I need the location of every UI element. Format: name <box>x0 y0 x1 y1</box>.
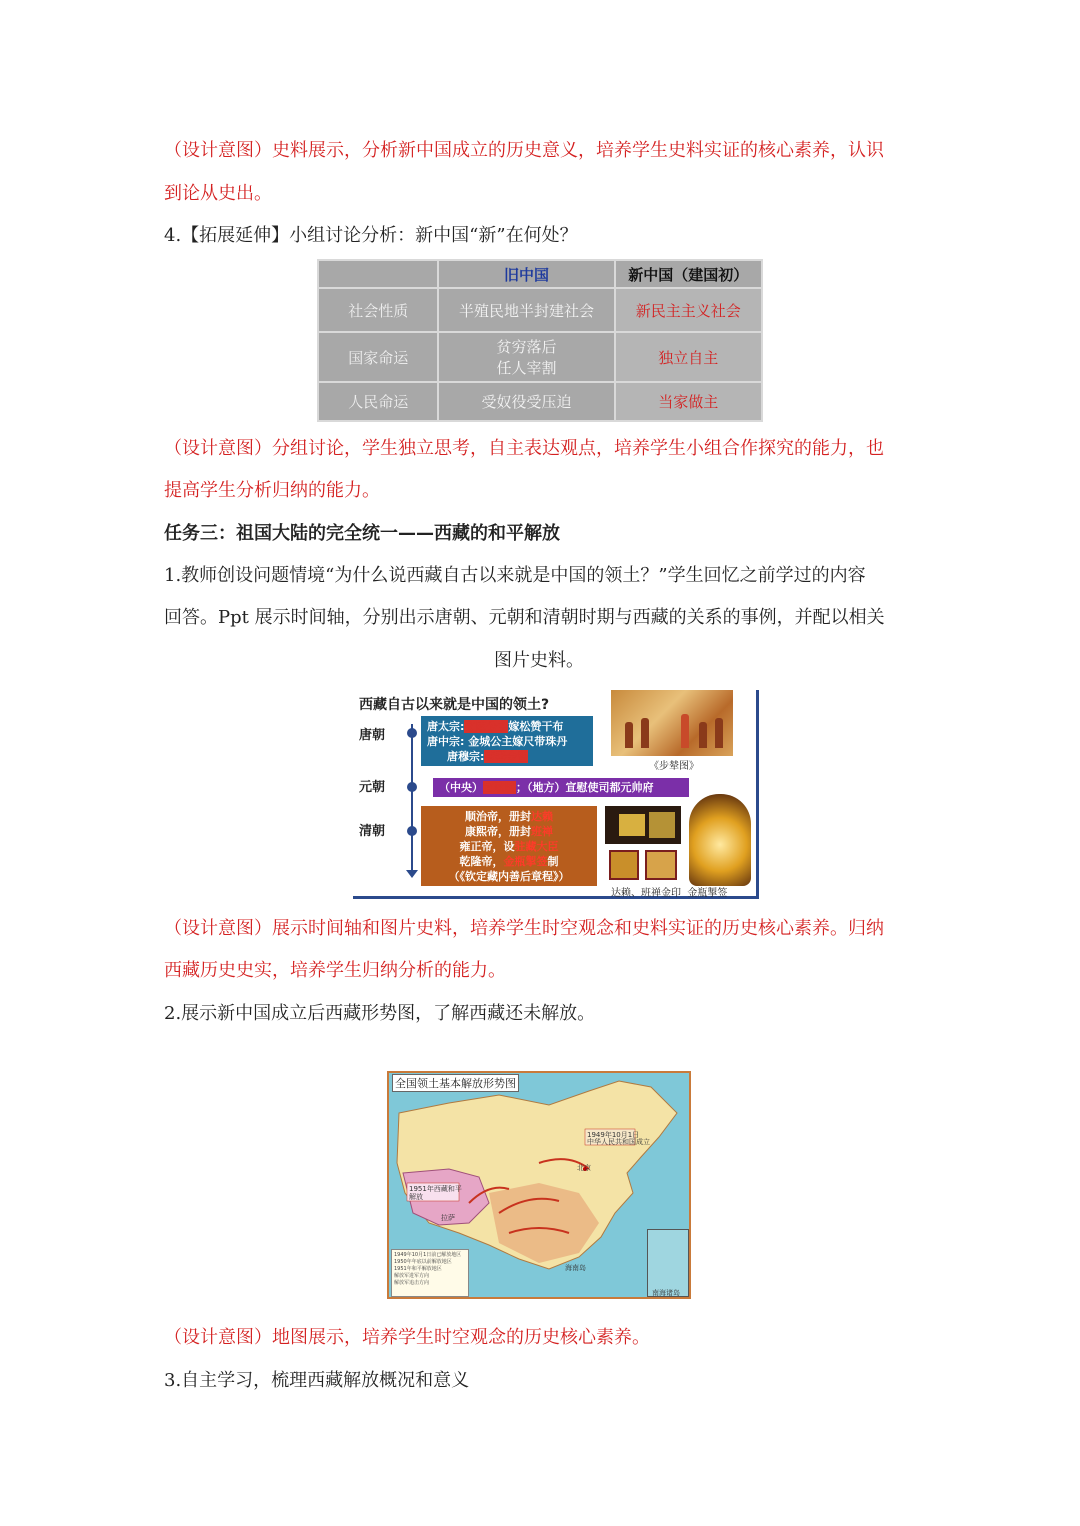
design-intent-1-line1: （设计意图）史料展示，分析新中国成立的历史意义，培养学生史料实证的核心素养，认识 <box>164 140 884 161</box>
seal-image <box>645 850 677 880</box>
map-legend <box>391 1249 469 1297</box>
legend-item: 解放军进军方向 <box>394 1273 430 1279</box>
legend-item: 1950年年底以前解放地区 <box>394 1259 452 1265</box>
dynasty-tang: 唐朝 <box>359 728 386 743</box>
step2-text: 2.展示新中国成立后西藏形势图，了解西藏还未解放。 <box>164 1003 596 1024</box>
gold-seal-image <box>605 806 681 844</box>
yuan-prefix: （中央） <box>439 781 483 794</box>
inset-label: 南海诸岛 <box>652 1289 680 1297</box>
table-row <box>318 332 762 382</box>
design-intent-4: （设计意图）地图展示，培养学生时空观念的历史核心素养。 <box>164 1327 650 1348</box>
tang-events-box <box>421 716 593 766</box>
qing-line2-prefix: 康熙帝，册封 <box>465 825 531 838</box>
old-china-cell: 受奴役受压迫 <box>438 382 614 421</box>
beijing-label: 北京 <box>577 1164 591 1172</box>
golden-urn-image <box>689 794 751 886</box>
south-china-sea-inset <box>647 1229 689 1297</box>
table-row <box>318 288 762 332</box>
seals-urn-caption <box>611 884 727 899</box>
table-header-blank <box>318 260 438 288</box>
liberation-map-image <box>387 1071 691 1299</box>
design-intent-1-line2: 到论从史出。 <box>164 183 272 204</box>
tang-line1-suffix: 嫁松赞干布 <box>508 720 564 733</box>
step1-line2: 回答。Ppt 展示时间轴，分别出示唐朝、元朝和清朝时期与西藏的关系的事例，并配以相关 <box>164 607 885 628</box>
tang-line1-prefix: 唐太宗: <box>427 720 465 733</box>
old-china-cell <box>438 332 614 382</box>
table-header-old-china: 旧中国 <box>438 260 614 288</box>
qing-line5: （《钦定藏内善后章程》） <box>448 870 570 883</box>
design-intent-2-line1: （设计意图）分组讨论，学生独立思考，自主表达观点，培养学生小组合作探究的能力，也 <box>164 438 884 459</box>
timeline-axis <box>411 724 413 874</box>
timeline-slide-image <box>353 690 759 899</box>
design-intent-3-line1: （设计意图）展示时间轴和图片史料，培养学生时空观念和史料实证的历史核心素养。归纳 <box>164 918 884 939</box>
timeline-dot <box>407 782 417 792</box>
painting-caption: 《步辇图》 <box>649 761 699 772</box>
timeline-arrow-icon <box>406 870 418 878</box>
timeline-dot <box>407 728 417 738</box>
design-intent-3-line2: 西藏历史史实，培养学生归纳分析的能力。 <box>164 960 506 981</box>
seal-image <box>609 850 639 880</box>
extension-question: 4.【拓展延伸】小组讨论分析：新中国“新”在何处？ <box>164 225 578 246</box>
legend-item: 解放军追击方向 <box>394 1280 430 1286</box>
tang-line3-prefix: 唐穆宗: <box>447 750 485 763</box>
urn-caption: 金瓶掣签 <box>687 888 728 899</box>
bunian-painting-image <box>611 690 733 756</box>
lhasa-label: 拉萨 <box>441 1214 455 1222</box>
old-china-cell-line1: 贫穷落后 <box>496 338 557 356</box>
row-label: 人民命运 <box>318 382 438 421</box>
row-label: 社会性质 <box>318 288 438 332</box>
yuan-events-box <box>433 778 689 797</box>
seals-caption: 达赖、班禅金印 <box>611 888 681 899</box>
timeline-dot <box>407 826 417 836</box>
hainan-label: 海南岛 <box>565 1264 586 1272</box>
new-china-cell: 当家做主 <box>615 382 762 421</box>
old-china-cell: 半殖民地半封建社会 <box>438 288 614 332</box>
new-china-cell: 独立自主 <box>615 332 762 382</box>
slide-title: 西藏自古以来就是中国的领土? <box>359 697 550 713</box>
qing-line1-prefix: 顺治帝，册封 <box>465 810 531 823</box>
qing-events-box <box>421 806 597 886</box>
qing-line4-suffix: 制 <box>547 855 559 868</box>
legend-item: 1949年10月1日前已解放地区 <box>394 1252 462 1258</box>
new-china-cell: 新民主主义社会 <box>615 288 762 332</box>
founding-note-line2: 中华人民共和国成立 <box>587 1138 650 1146</box>
step3-text: 3.自主学习，梳理西藏解放概况和意义 <box>164 1370 470 1391</box>
table-header-new-china: 新中国（建国初） <box>615 260 762 288</box>
tang-line1-hidden: 文成公主 <box>464 720 509 733</box>
step1-line1: 1.教师创设问题情境“为什么说西藏自古以来就是中国的领土？”学生回忆之前学过的内容 <box>164 565 866 586</box>
design-intent-2-line2: 提高学生分析归纳的能力。 <box>164 480 380 501</box>
tang-line2: 唐中宗: 金城公主嫁尺带珠丹 <box>427 735 568 748</box>
qing-line4-red: 金瓶掣签 <box>503 855 548 868</box>
founding-note-line1: 1949年10月1日 <box>587 1131 640 1139</box>
task-three-heading: 任务三：祖国大陆的完全统一——西藏的和平解放 <box>164 523 560 544</box>
qing-line1-red: 达赖 <box>531 810 553 823</box>
qing-line3-prefix: 雍正帝，设 <box>459 840 515 853</box>
step1-line3: 图片史料。 <box>494 650 584 671</box>
qing-line2-red: 班禅 <box>531 825 553 838</box>
table-row <box>318 382 762 421</box>
dynasty-qing: 清朝 <box>359 824 386 839</box>
tibet-note-line1: 1951年西藏和平 <box>409 1185 462 1193</box>
yuan-suffix: ；（地方）宣慰使司都元帅府 <box>516 781 654 794</box>
qing-line4-prefix: 乾隆帝， <box>459 855 504 868</box>
map-title: 全国领土基本解放形势图 <box>392 1074 519 1092</box>
row-label: 国家命运 <box>318 332 438 382</box>
yuan-hidden: 宣政院 <box>483 781 516 794</box>
qing-line3-red: 驻藏大臣 <box>514 840 559 853</box>
comparison-table <box>317 259 763 422</box>
legend-item: 1951年和平解放地区 <box>394 1266 442 1272</box>
dynasty-yuan: 元朝 <box>359 780 386 795</box>
tang-line3-hidden: 唐蕃会盟 <box>484 750 529 763</box>
old-china-cell-line2: 任人宰割 <box>496 359 557 377</box>
tibet-note-line2: 解放 <box>409 1193 423 1201</box>
